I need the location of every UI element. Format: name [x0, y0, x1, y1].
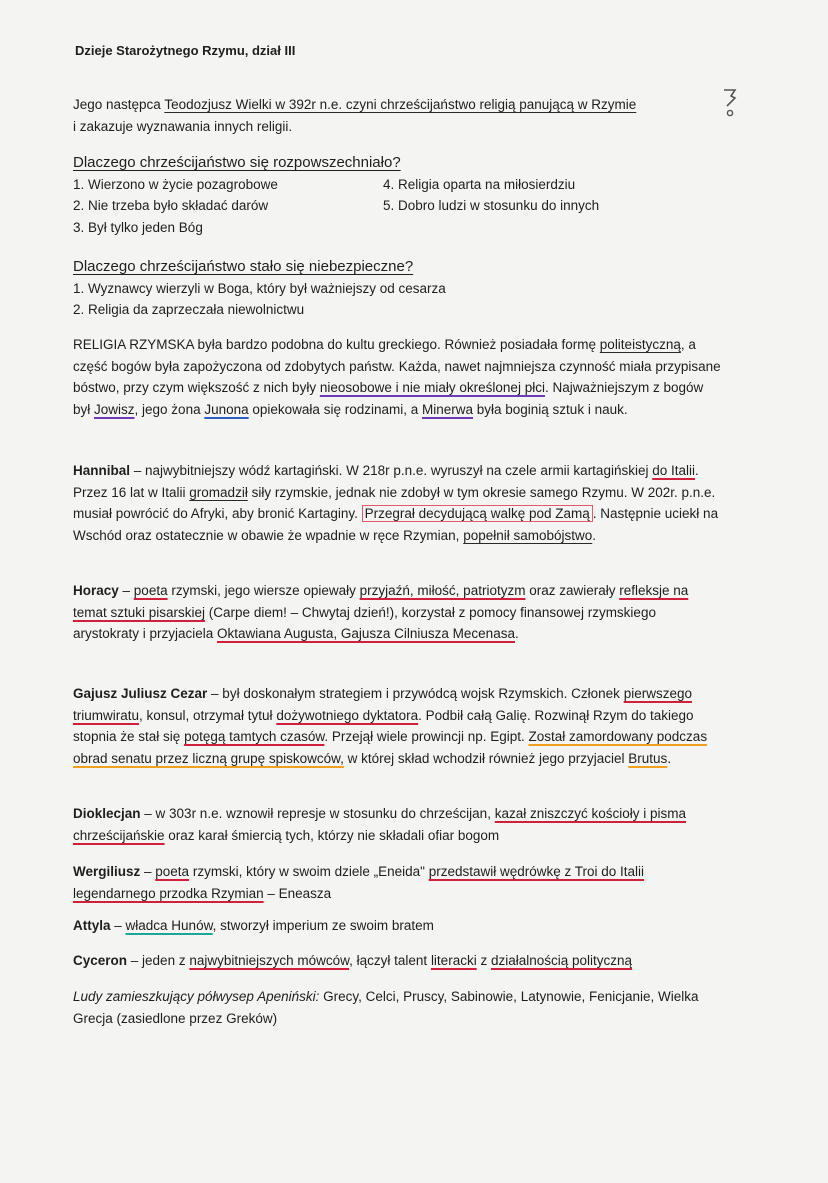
text: w której skład wchodził również jego przyjaciel: [343, 750, 629, 766]
text: .: [514, 626, 519, 641]
przegral-highlight: Przegrał decydującą walkę pod Zamą: [362, 505, 593, 522]
religia-paragraph: [73, 334, 723, 420]
margin-mark-icon: [721, 86, 739, 122]
mowcy-highlight: najwybitniejszych mówców: [189, 953, 350, 968]
samobojstwo-highlight: popełnił samobójstwo: [463, 527, 593, 543]
text: była boginią sztuk i nauk.: [473, 401, 628, 417]
list-item: 5. Dobro ludzi w stosunku do innych: [383, 198, 600, 213]
wergiliusz-name: Wergiliusz: [73, 864, 141, 879]
literacki-highlight: literacki: [430, 953, 477, 968]
politeistyczna-highlight: politeistyczną: [599, 337, 681, 352]
text: rzymski, który w swoim dziele „Eneida": [189, 864, 429, 879]
minerwa-highlight: Minerwa: [421, 401, 473, 417]
text: . Następnie uciekł na Wschód oraz ostatecznie w obawie że wpadnie w ręce Rzymian,: [73, 506, 719, 543]
text: – w 303r n.e. wznowił represje w stosunku do chrześcijan,: [140, 806, 495, 821]
text: – był doskonałym strategiem i przywódcą wojsk Rzymskich. Członek: [207, 686, 624, 701]
jowisz-highlight: Jowisz: [94, 401, 135, 417]
text: oraz karał śmiercią tych, którzy nie składali ofiar bogom: [164, 827, 500, 843]
cyceron-name: Cyceron: [73, 953, 128, 968]
question-spread-heading: Dlaczego chrześcijaństwo się rozpowszechniało?: [73, 154, 401, 171]
text: , łączył talent: [349, 953, 431, 968]
text: , konsul, otrzymał tytuł: [139, 707, 277, 723]
hannibal-paragraph: [73, 460, 723, 546]
list-item: 4. Religia oparta na miłosierdziu: [383, 176, 576, 192]
wladca-highlight: władca Hunów: [125, 918, 213, 933]
intro-paragraph: [73, 94, 723, 137]
wergiliusz-paragraph: [73, 861, 723, 904]
koscioly-highlight: kazał zniszczyć kościoły i pisma chrześcijańskie: [73, 806, 687, 843]
horacy-paragraph: [73, 580, 723, 645]
dioklecjan-paragraph: [73, 803, 723, 846]
text: . Przejął wiele prowincji np. Egipt.: [324, 729, 529, 744]
oktawian-highlight: Oktawiana Augusta, Gajusza Cilniusza Mecenasa: [217, 626, 515, 641]
brutus-highlight: Brutus: [628, 750, 668, 766]
text: rzymski, jego wiersze opiewały: [167, 583, 360, 598]
list-item: 2. Nie trzeba było składać darów: [73, 198, 269, 213]
themes-highlight: przyjaźń, miłość, patriotyzm: [359, 583, 526, 598]
text: –: [118, 583, 134, 598]
question-spread: [73, 152, 723, 238]
potega-highlight: potęgą tamtych czasów: [184, 729, 325, 744]
text: –: [140, 864, 156, 879]
gromadzil-highlight: gromadził: [189, 484, 248, 500]
dzialalnosc-highlight: działalnością polityczną: [490, 953, 633, 968]
text: .: [667, 750, 672, 766]
text: –: [110, 918, 126, 933]
text: .: [592, 527, 597, 543]
junona-highlight: Junona: [204, 401, 249, 417]
text: – najwybitniejszy wódź kartagiński. W 218r p.n.e. wyruszył na czele armii kartagińskiej: [130, 463, 653, 478]
dyktator-highlight: dożywotniego dyktatora: [276, 707, 419, 723]
text: (Carpe diem! – Chwytaj dzień!), korzystał z pomocy finansowej rzymskiego arystokraty i przyjaciela: [73, 604, 656, 641]
hannibal-name: Hannibal: [73, 463, 131, 478]
poeta-highlight: poeta: [155, 864, 190, 879]
text: . Przez 16 lat w Italii: [73, 463, 699, 500]
poeta-highlight: poeta: [133, 583, 168, 598]
ludy-label: Ludy zamieszkujący półwysep Apeniński:: [73, 989, 320, 1004]
refleksje-highlight: refleksje na temat sztuki pisarskiej: [73, 583, 689, 620]
list-item: 3. Był tylko jeden Bóg: [73, 219, 203, 235]
teodozjusz-highlight: Teodozjusz Wielki w 392r n.e. czyni chrześcijaństwo religią panującą w Rzymie: [164, 97, 637, 112]
text: , stworzył imperium ze swoim bratem: [212, 918, 434, 933]
text: . Najważniejszym z bogów był: [73, 380, 704, 417]
triumwirat-highlight: pierwszego triumwiratu: [73, 686, 692, 723]
intro-text-2: i zakazuje wyznawania innych religii.: [73, 118, 293, 134]
ludy-paragraph: [73, 986, 723, 1029]
list-item: 1. Wyznawcy wierzyli w Boga, który był ważniejszy od cesarza: [73, 280, 446, 296]
attyla-paragraph: [73, 915, 723, 937]
text: RELIGIA RZYMSKA była bardzo podobna do kultu greckiego. Również posiadała formę: [73, 337, 600, 352]
text: Grecy, Celci, Pruscy, Sabinowie, Latynowie, Fenicjanie, Wielka Grecja (zasiedlone przez Greków): [73, 989, 699, 1026]
text: oraz zawierały: [525, 583, 620, 598]
italii-highlight: do Italii: [652, 463, 695, 478]
list-item: 2. Religia da zaprzeczała niewolnictwu: [73, 302, 305, 317]
horacy-name: Horacy: [73, 583, 119, 598]
text: – Eneasza: [263, 885, 332, 901]
zamordowany-highlight: Został zamordowany podczas obrad senatu przez liczną grupę spiskowców,: [73, 729, 708, 766]
dioklecjan-name: Dioklecjan: [73, 806, 141, 821]
cyceron-paragraph: [73, 950, 723, 972]
list-item: 1. Wierzono w życie pozagrobowe: [73, 176, 278, 192]
intro-text: Jego następca: [73, 97, 165, 112]
attyla-name: Attyla: [73, 918, 111, 933]
text: – jeden z: [127, 953, 190, 968]
text: . Podbił całą Galię. Rozwinął Rzym do takiego stopnia że stał się: [73, 707, 694, 744]
question-danger: [73, 256, 723, 321]
wedrowka-highlight: przedstawił wędrówkę z Troi do Italii legendarnego przodka Rzymian: [73, 864, 645, 901]
text: , a część bogów była zapożyczona od zdobytych państw. Każda, nawet najmniejsza czynność miała przypisane bóstwo, przy czym większość z nich były: [73, 337, 721, 395]
cezar-name: Gajusz Juliusz Cezar: [73, 686, 208, 701]
text: z: [476, 953, 491, 968]
text: siły rzymskie, jednak nie zdobył w tym okresie samego Rzymu. W 202r. p.n.e. musiał powrócić do Afryki, aby bronić Kartaginy.: [73, 484, 716, 521]
cezar-paragraph: [73, 683, 723, 769]
text: opiekowała się rodzinami, a: [248, 401, 422, 417]
text: , jego żona: [134, 401, 205, 417]
nieosobowe-highlight: nieosobowe i nie miały określonej płci: [319, 380, 545, 395]
question-danger-heading: Dlaczego chrześcijaństwo stało się niebezpieczne?: [73, 258, 414, 275]
page-header: Dzieje Starożytnego Rzymu, dział III: [75, 43, 296, 58]
